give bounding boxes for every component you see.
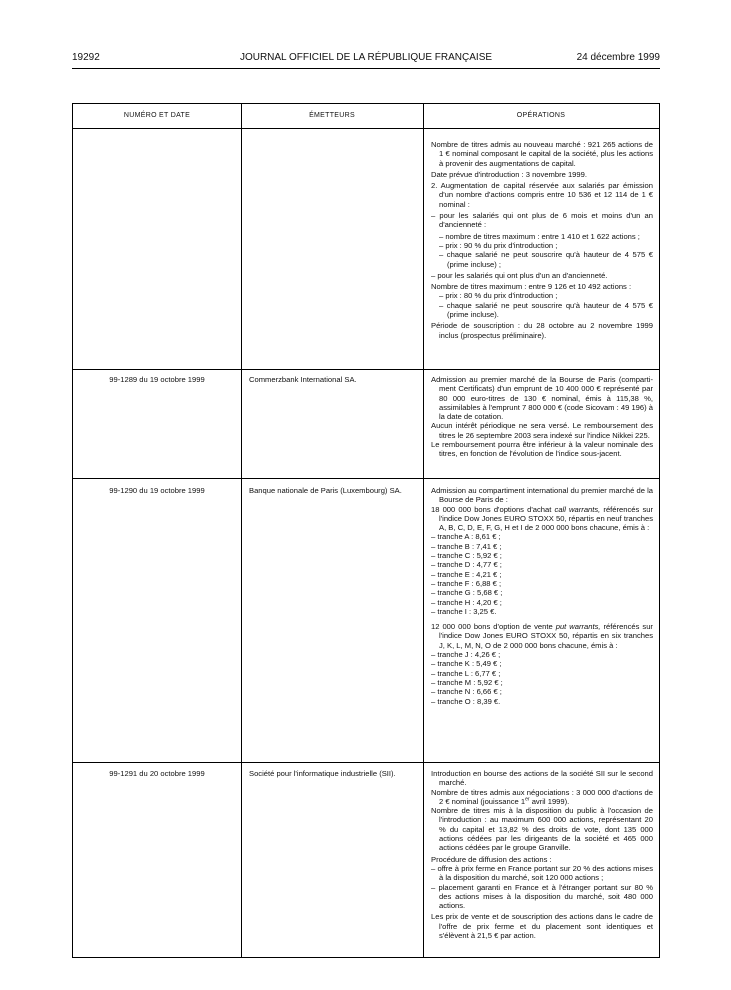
tranche-item: – tranche B : 7,41 € ; bbox=[431, 541, 502, 551]
page-number: 19292 bbox=[72, 52, 100, 63]
column-header-operations: OPÉRATIONS bbox=[516, 112, 566, 119]
operations-table bbox=[72, 103, 660, 958]
tranche-item: – tranche I : 3,25 €. bbox=[431, 606, 497, 616]
tranche-item: – tranche K : 5,49 € ; bbox=[431, 659, 502, 669]
header-row-divider bbox=[73, 128, 659, 129]
text-paragraph: – prix : 80 % du prix d'introduction ; bbox=[439, 291, 558, 301]
text-paragraph: – prix : 90 % du prix d'introduction ; bbox=[439, 240, 558, 250]
operations-cell bbox=[431, 140, 653, 342]
tranche-item: – tranche H : 4,20 € ; bbox=[431, 597, 502, 607]
text-paragraph: Nombre de titres mis à la disposition du public à l'occasion de l'introduction : au maximum 600 000 actions, représentant 20 % du capital et 13,82 % des droits de vote, dont 135 000 actions cédées par les dirigeants de la société et 465 000 actions cédées par le groupe Granville. bbox=[431, 806, 653, 853]
numero-date: 99-1289 du 19 octobre 1999 bbox=[109, 375, 205, 384]
text-paragraph: Admission au premier marché de la Bourse de Paris (compartiment Certificats) d'un emprunt de 10 400 000 € représenté par 80 000 euro-titres de 130 € nominal, émis à 115,38 %, assimilables à l'emprunt 7 800 000 € (code Sicovam : 49 196) à la date de cotation. bbox=[431, 375, 653, 422]
emetteur: Banque nationale de Paris (Luxembourg) SA. bbox=[249, 486, 402, 495]
text-paragraph: – placement garanti en France et à l'étranger portant sur 80 % des actions mises à la disposition du marché, soit 480 000 actions. bbox=[431, 882, 653, 911]
text-paragraph: Procédure de diffusion des actions : bbox=[431, 854, 552, 864]
text-paragraph: – chaque salarié ne peut souscrire qu'à hauteur de 4 575 € (prime incluse) ; bbox=[439, 250, 653, 269]
tranche-item: – tranche O : 8,39 €. bbox=[431, 696, 501, 706]
text-paragraph: – pour les salariés qui ont plus d'un an d'ancienneté. bbox=[431, 270, 608, 280]
numero-date: 99-1291 du 20 octobre 1999 bbox=[109, 769, 205, 778]
text-paragraph: Nombre de titres maximum : entre 9 126 et 10 492 actions : bbox=[431, 282, 632, 292]
tranche-item: – tranche J : 4,26 € ; bbox=[431, 650, 501, 660]
column-header-emetteurs: ÉMETTEURS bbox=[309, 112, 355, 119]
tranche-item: – tranche N : 6,66 € ; bbox=[431, 687, 502, 697]
operations-cell bbox=[431, 486, 653, 706]
tranche-item: – tranche G : 5,68 € ; bbox=[431, 588, 503, 598]
row-divider bbox=[73, 478, 659, 479]
text-paragraph: 12 000 000 bons d'option de vente put warrants, référencés sur l'indice Dow Jones EURO STOXX 50, répartis en six tranches J, K, L, M, N, O de 2 000 000 bons chacune, émis à : bbox=[431, 622, 653, 650]
text-paragraph: – pour les salariés qui ont plus de 6 mois et moins d'un an d'ancienneté : bbox=[431, 211, 653, 230]
emetteur: Commerzbank International SA. bbox=[249, 375, 357, 384]
tranche-item: – tranche C : 5,92 € ; bbox=[431, 551, 502, 561]
tranche-item: – tranche E : 4,21 € ; bbox=[431, 569, 502, 579]
text-paragraph: Aucun intérêt périodique ne sera versé. Le remboursement des titres le 26 septembre 2003 sera indexé sur l'indice Nikkei 225. bbox=[431, 421, 653, 440]
text-paragraph: Date prévue d'introduction : 3 novembre 1999. bbox=[431, 169, 587, 179]
tranche-item: – tranche F : 6,88 € ; bbox=[431, 578, 502, 588]
text-paragraph: Nombre de titres admis aux négociations : 3 000 000 d'actions de 2 € nominal (jouissance 1er avril 1999). bbox=[431, 787, 653, 806]
row-divider bbox=[73, 369, 659, 370]
journal-title: JOURNAL OFFICIEL DE LA RÉPUBLIQUE FRANÇAISE bbox=[239, 52, 493, 63]
row-divider bbox=[73, 762, 659, 763]
column-divider bbox=[423, 104, 424, 957]
text-paragraph: Nombre de titres admis au nouveau marché : 921 265 actions de 1 € nominal composant le capital de la société, plus les actions à provenir des augmentations de capital. bbox=[431, 140, 653, 168]
page-header bbox=[72, 52, 660, 66]
text-paragraph: Période de souscription : du 28 octobre au 2 novembre 1999 inclus (prospectus préliminaire). bbox=[431, 321, 653, 340]
tranche-item: – tranche A : 8,61 € ; bbox=[431, 532, 501, 542]
text-paragraph: 2. Augmentation de capital réservée aux salariés par émission d'un nombre d'actions compris entre 10 536 et 12 114 de 1 € nominal : bbox=[431, 181, 653, 209]
column-divider bbox=[241, 104, 242, 957]
tranche-item: – tranche L : 6,77 € ; bbox=[431, 668, 501, 678]
numero-date: 99-1290 du 19 octobre 1999 bbox=[109, 486, 205, 495]
operations-cell bbox=[431, 375, 653, 459]
tranche-item: – tranche D : 4,77 € ; bbox=[431, 560, 502, 570]
header-rule bbox=[72, 68, 660, 69]
issue-date: 24 décembre 1999 bbox=[576, 52, 660, 63]
text-paragraph: Les prix de vente et de souscription des actions dans le cadre de l'offre de prix ferme et du placement sont identiques et s'élèvent à 21,5 € par action. bbox=[431, 912, 653, 941]
emetteur: Société pour l'informatique industrielle (SII). bbox=[249, 769, 396, 778]
text-paragraph: 18 000 000 bons d'options d'achat call warrants, référencés sur l'indice Dow Jones EURO STOXX 50, répartis en neuf tranches A, B, C, D, E, F, G, H et I de 2 000 000 bons chacune, émis à : bbox=[431, 504, 653, 533]
text-paragraph: – chaque salarié ne peut souscrire qu'à hauteur de 4 575 € (prime incluse). bbox=[439, 300, 653, 320]
text-paragraph: Introduction en bourse des actions de la société SII sur le second marché. bbox=[431, 769, 653, 788]
text-paragraph: – offre à prix ferme en France portant sur 20 % des actions mises à la disposition du marché, soit 120 000 actions ; bbox=[431, 863, 653, 883]
text-paragraph: – nombre de titres maximum : entre 1 410 et 1 622 actions ; bbox=[439, 231, 640, 241]
operations-cell bbox=[431, 769, 653, 940]
text-paragraph: Le remboursement pourra être inférieur à la valeur nominale des titres, en fonction de l'évolution de l'indice sous-jacent. bbox=[431, 440, 653, 459]
text-paragraph: Admission au compartiment international du premier marché de la Bourse de Paris de : bbox=[431, 486, 653, 505]
tranche-item: – tranche M : 5,92 € ; bbox=[431, 677, 503, 687]
column-header-numero: NUMÉRO ET DATE bbox=[123, 112, 191, 119]
